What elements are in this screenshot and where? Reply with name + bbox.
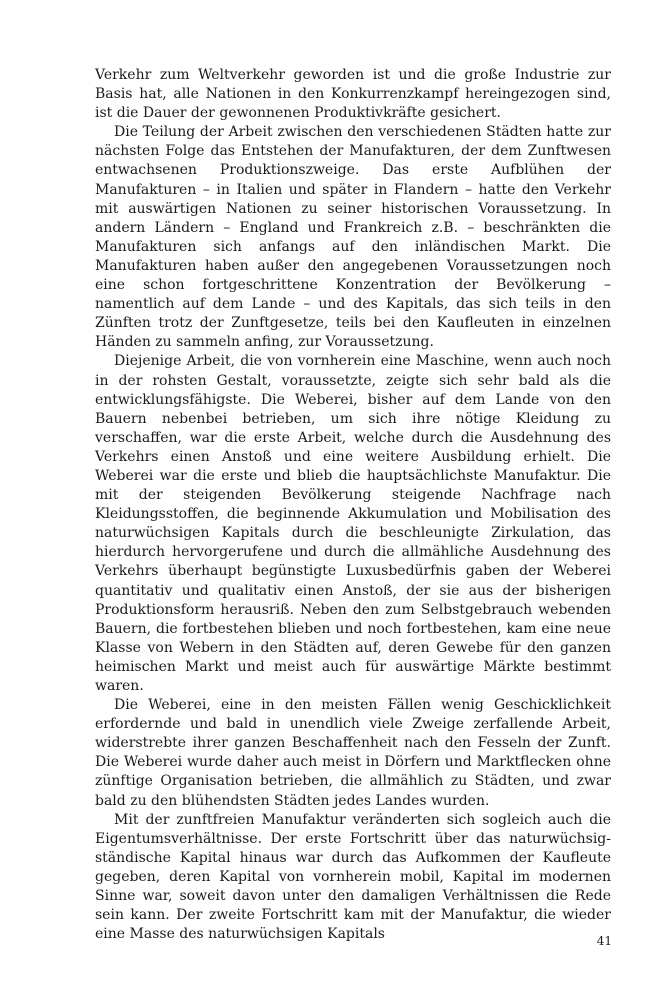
paragraph-1: Verkehr zum Weltverkehr geworden ist und die große Industrie zur Basis hat, alle Nationen in den Konkurrenzkampf hereingezogen sind, ist die Dauer der gewonnenen Produktivkräfte gesichert. bbox=[95, 67, 611, 122]
page-number: 41 bbox=[596, 934, 612, 948]
paragraph-4: Die Weberei, eine in den meisten Fällen wenig Geschicklichkeit erfordernde und bald in unendlich viele Zweige zerfallende Arbeit, widerstrebte ihrer ganzen Beschaffenheit nach den Fesseln der Zunft. Die Weberei wurde daher auch meist in Dörfern und Marktflecken ohne zünftige Organisation betrieben, die allmählich zu Städten, und zwar bald zu den blühendsten Städten jedes Landes wurden. bbox=[95, 697, 611, 809]
paragraph-5: Mit der zunftfreien Manufaktur veränderten sich sogleich auch die Eigentumsverhältnisse. Der erste Fortschritt über das naturwüchsig-ständische Kapital hinaus war durch das Aufkommen der Kaufleute gegeben, deren Kapital von vornherein mobil, Kapital im modernen Sinne war, soweit davon unter den damaligen Verhältnissen die Rede sein kann. Der zweite Fortschritt kam mit der Manufaktur, die wieder eine Masse des naturwüchsigen Kapitals bbox=[95, 811, 611, 943]
paragraph-2: Die Teilung der Arbeit zwischen den verschiedenen Städten hatte zur nächsten Folge das Entstehen der Manufakturen, der dem Zunftwesen entwachsenen Produktionszweige. Das erste Aufblühen der Manufakturen – in Italien und später in Flandern – hatte den Verkehr mit auswärtigen Nationen zu seiner historischen Voraussetzung. In andern Ländern – England und Frankreich z.B. – beschränkten die Manufakturen sich anfangs auf den inländischen Markt. Die Manufakturen haben außer den angegebenen Voraussetzungen noch eine schon fortgeschrittene Konzentration der Bevölkerung – namentlich auf dem Lande – und des Kapitals, das sich teils in den Zünften trotz der Zunftgesetze, teils bei den Kaufleuten in einzelnen Händen zu sammeln anfing, zur Voraussetzung. bbox=[95, 124, 611, 351]
page-body bbox=[95, 66, 611, 944]
paragraph-3: Diejenige Arbeit, die von vornherein eine Maschine, wenn auch noch in der rohsten Gestalt, voraussetzte, zeigte sich sehr bald als die entwicklungsfähigste. Die Weberei, bisher auf dem Lande von den Bauern nebenbei betrieben, um sich ihre nötige Kleidung zu verschaffen, war die erste Arbeit, welche durch die Ausdehnung des Verkehrs einen Anstoß und eine weitere Ausbildung erhielt. Die Weberei war die erste und blieb die hauptsächlichste Manufaktur. Die mit der steigenden Bevölkerung steigende Nachfrage nach Kleidungsstoffen, die beginnende Akkumulation und Mobilisation des naturwüchsigen Kapitals durch die beschleunigte Zirkulation, das hierdurch hervorgerufene und durch die allmähliche Ausdehnung des Verkehrs überhaupt begünstigte Luxusbedürfnis gaben der Weberei quantitativ und qualitativ einen Anstoß, der sie aus der bisherigen Produktionsform herausriß. Neben den zum Selbstgebrauch webenden Bauern, die fortbestehen blieben und noch fortbestehen, kam eine neue Klasse von Webern in den Städten auf, deren Gewebe für den ganzen heimischen Markt und meist auch für auswärtige Märkte bestimmt waren. bbox=[95, 353, 611, 694]
